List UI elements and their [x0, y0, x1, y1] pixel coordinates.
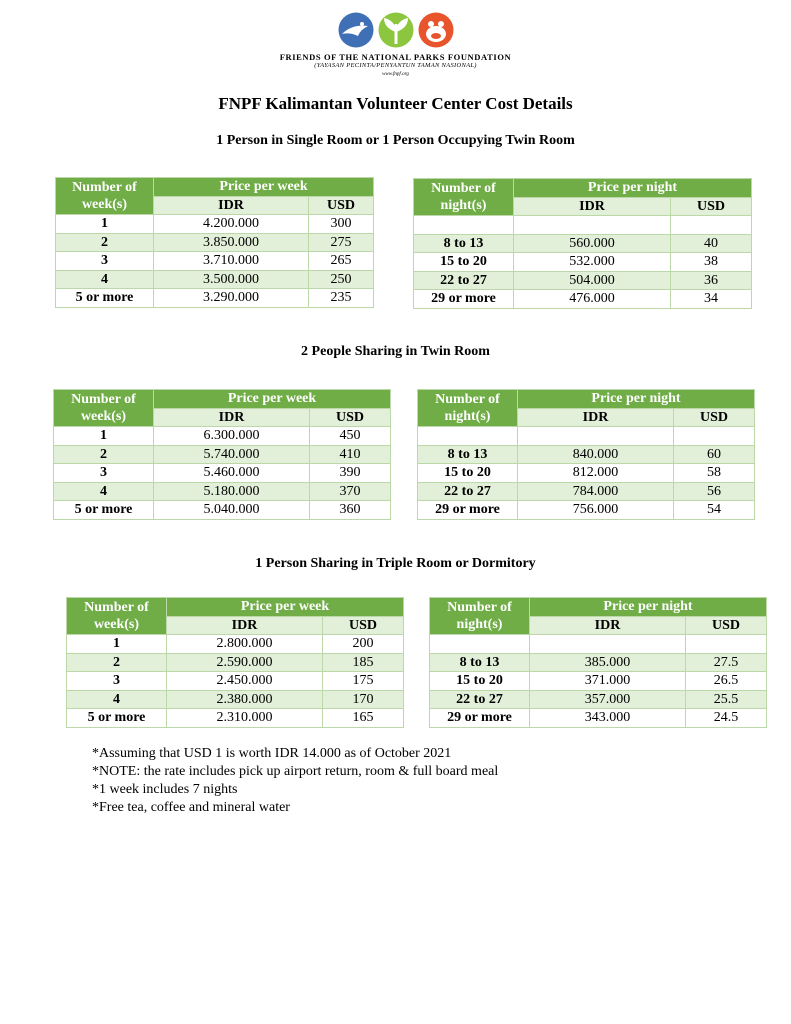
- footnote: *NOTE: the rate includes pick up airport return, room & full board meal: [92, 764, 499, 779]
- table-row: [56, 233, 374, 252]
- header-line: Number of: [72, 180, 137, 195]
- idr-cell: 2.450.000: [167, 672, 323, 691]
- row-label: 1: [56, 215, 154, 234]
- usd-cell: 170: [323, 690, 404, 709]
- idr-cell: [514, 216, 671, 235]
- usd-cell: 410: [310, 445, 391, 464]
- usd-cell: 250: [309, 270, 374, 289]
- row-label: 2: [56, 233, 154, 252]
- row-label: 15 to 20: [418, 464, 518, 483]
- logo-emblems-icon: [338, 10, 454, 50]
- nightly-price-table: [413, 178, 752, 309]
- table-row: [418, 501, 755, 520]
- table-row: [430, 653, 767, 672]
- usd-cell: 185: [323, 653, 404, 672]
- weekly-price-table: [53, 389, 391, 520]
- idr-cell: 476.000: [514, 290, 671, 309]
- row-label: 5 or more: [54, 501, 154, 520]
- table-row: [56, 289, 374, 308]
- usd-cell: 27.5: [686, 653, 767, 672]
- row-label: [418, 427, 518, 446]
- idr-cell: 2.310.000: [167, 709, 323, 728]
- header-line: night(s): [456, 617, 503, 632]
- table-row: [414, 253, 752, 272]
- idr-header: IDR: [518, 408, 674, 427]
- page-title: FNPF Kalimantan Volunteer Center Cost Details: [218, 94, 573, 113]
- idr-cell: 6.300.000: [154, 427, 310, 446]
- usd-cell: 60: [674, 445, 755, 464]
- idr-cell: 4.200.000: [154, 215, 309, 234]
- table-row: [56, 215, 374, 234]
- row-label: 15 to 20: [414, 253, 514, 272]
- table-row: [54, 427, 391, 446]
- table-row: [430, 709, 767, 728]
- group-header: Price per week: [167, 598, 404, 617]
- row-label: 4: [54, 482, 154, 501]
- table-row: [430, 635, 767, 654]
- table-row: [418, 427, 755, 446]
- usd-cell: 36: [671, 271, 752, 290]
- table-row: [67, 690, 404, 709]
- header-line: week(s): [80, 409, 127, 424]
- column-header-number: [54, 390, 154, 427]
- header-line: night(s): [444, 409, 491, 424]
- usd-cell: 300: [309, 215, 374, 234]
- table-row: [54, 445, 391, 464]
- idr-cell: 560.000: [514, 234, 671, 253]
- usd-cell: 200: [323, 635, 404, 654]
- usd-cell: 54: [674, 501, 755, 520]
- idr-cell: [518, 427, 674, 446]
- column-header-number: [67, 598, 167, 635]
- row-label: 29 or more: [430, 709, 530, 728]
- org-website: www.fnpf.org: [382, 72, 409, 77]
- group-header: Price per week: [154, 178, 374, 197]
- row-label: [430, 635, 530, 654]
- table-row: [414, 234, 752, 253]
- table-row: [414, 290, 752, 309]
- usd-cell: 25.5: [686, 690, 767, 709]
- usd-cell: 40: [671, 234, 752, 253]
- table-row: [54, 501, 391, 520]
- usd-cell: 370: [310, 482, 391, 501]
- header-line: Number of: [84, 600, 149, 615]
- footnote: *Free tea, coffee and mineral water: [92, 800, 290, 815]
- usd-header: USD: [310, 408, 391, 427]
- column-header-number: [56, 178, 154, 215]
- idr-cell: 504.000: [514, 271, 671, 290]
- column-header-number: [418, 390, 518, 427]
- table-row: [67, 709, 404, 728]
- group-header: Price per night: [530, 598, 767, 617]
- idr-cell: 5.040.000: [154, 501, 310, 520]
- idr-cell: 385.000: [530, 653, 686, 672]
- table-row: [67, 635, 404, 654]
- table-row: [56, 252, 374, 271]
- row-label: 22 to 27: [418, 482, 518, 501]
- idr-cell: 3.290.000: [154, 289, 309, 308]
- idr-cell: 5.180.000: [154, 482, 310, 501]
- nightly-price-table: [429, 597, 767, 728]
- table-row: [430, 672, 767, 691]
- idr-cell: 357.000: [530, 690, 686, 709]
- idr-cell: 3.500.000: [154, 270, 309, 289]
- header-line: Number of: [71, 392, 136, 407]
- idr-header: IDR: [154, 408, 310, 427]
- table-row: [67, 672, 404, 691]
- usd-header: USD: [671, 197, 752, 216]
- usd-header: USD: [674, 408, 755, 427]
- idr-cell: 2.800.000: [167, 635, 323, 654]
- idr-header: IDR: [154, 196, 309, 215]
- usd-cell: 390: [310, 464, 391, 483]
- usd-cell: 34: [671, 290, 752, 309]
- header-line: Number of: [431, 181, 496, 196]
- row-label: 8 to 13: [414, 234, 514, 253]
- row-label: [414, 216, 514, 235]
- table-row: [67, 653, 404, 672]
- idr-cell: 3.850.000: [154, 233, 309, 252]
- row-label: 29 or more: [414, 290, 514, 309]
- row-label: 3: [56, 252, 154, 271]
- usd-cell: 58: [674, 464, 755, 483]
- idr-cell: 343.000: [530, 709, 686, 728]
- footnotes: [92, 745, 498, 817]
- usd-header: USD: [686, 616, 767, 635]
- usd-cell: 165: [323, 709, 404, 728]
- row-label: 4: [56, 270, 154, 289]
- row-label: 3: [67, 672, 167, 691]
- idr-cell: 756.000: [518, 501, 674, 520]
- row-label: 1: [54, 427, 154, 446]
- usd-cell: 38: [671, 253, 752, 272]
- group-header: Price per night: [514, 179, 752, 198]
- header-line: week(s): [81, 197, 128, 212]
- row-label: 1: [67, 635, 167, 654]
- usd-cell: 56: [674, 482, 755, 501]
- column-header-number: [430, 598, 530, 635]
- row-label: 2: [67, 653, 167, 672]
- table-row: [54, 482, 391, 501]
- group-header: Price per night: [518, 390, 755, 409]
- table-row: [418, 464, 755, 483]
- usd-cell: 450: [310, 427, 391, 446]
- usd-cell: 235: [309, 289, 374, 308]
- usd-cell: 175: [323, 672, 404, 691]
- idr-cell: 840.000: [518, 445, 674, 464]
- table-row: [430, 690, 767, 709]
- idr-cell: 784.000: [518, 482, 674, 501]
- idr-cell: 3.710.000: [154, 252, 309, 271]
- table-row: [54, 464, 391, 483]
- usd-cell: 360: [310, 501, 391, 520]
- org-subname: (YAYASAN PECINTA/PENYANTUN TAMAN NASIONAL): [314, 62, 477, 69]
- usd-cell: 265: [309, 252, 374, 271]
- row-label: 22 to 27: [414, 271, 514, 290]
- usd-cell: [674, 427, 755, 446]
- usd-cell: 275: [309, 233, 374, 252]
- header-line: week(s): [93, 617, 140, 632]
- row-label: 5 or more: [67, 709, 167, 728]
- idr-header: IDR: [530, 616, 686, 635]
- group-header: Price per week: [154, 390, 391, 409]
- idr-cell: 371.000: [530, 672, 686, 691]
- column-header-number: [414, 179, 514, 216]
- usd-header: USD: [323, 616, 404, 635]
- header-line: Number of: [435, 392, 500, 407]
- table-row: [56, 270, 374, 289]
- row-label: 8 to 13: [418, 445, 518, 464]
- idr-cell: 532.000: [514, 253, 671, 272]
- row-label: 15 to 20: [430, 672, 530, 691]
- usd-cell: 24.5: [686, 709, 767, 728]
- footnote: *Assuming that USD 1 is worth IDR 14.000 as of October 2021: [92, 746, 452, 761]
- idr-cell: 5.460.000: [154, 464, 310, 483]
- footnote: *1 week includes 7 nights: [92, 782, 238, 797]
- row-label: 29 or more: [418, 501, 518, 520]
- row-label: 5 or more: [56, 289, 154, 308]
- usd-cell: [686, 635, 767, 654]
- usd-cell: 26.5: [686, 672, 767, 691]
- idr-cell: 2.590.000: [167, 653, 323, 672]
- idr-header: IDR: [167, 616, 323, 635]
- table-row: [414, 271, 752, 290]
- header-line: night(s): [440, 198, 487, 213]
- weekly-price-table: [55, 177, 374, 308]
- weekly-price-table: [66, 597, 404, 728]
- section-title: 1 Person in Single Room or 1 Person Occupying Twin Room: [216, 133, 575, 148]
- row-label: 22 to 27: [430, 690, 530, 709]
- table-row: [418, 445, 755, 464]
- idr-cell: 812.000: [518, 464, 674, 483]
- idr-cell: 2.380.000: [167, 690, 323, 709]
- row-label: 3: [54, 464, 154, 483]
- row-label: 8 to 13: [430, 653, 530, 672]
- row-label: 4: [67, 690, 167, 709]
- nightly-price-table: [417, 389, 755, 520]
- section-title: 2 People Sharing in Twin Room: [301, 344, 490, 359]
- org-name: FRIENDS OF THE NATIONAL PARKS FOUNDATION: [279, 52, 512, 62]
- usd-header: USD: [309, 196, 374, 215]
- table-row: [414, 216, 752, 235]
- fnpf-logo: [0, 10, 791, 55]
- table-row: [418, 482, 755, 501]
- idr-header: IDR: [514, 197, 671, 216]
- row-label: 2: [54, 445, 154, 464]
- idr-cell: [530, 635, 686, 654]
- usd-cell: [671, 216, 752, 235]
- idr-cell: 5.740.000: [154, 445, 310, 464]
- header-line: Number of: [447, 600, 512, 615]
- section-title: 1 Person Sharing in Triple Room or Dormitory: [255, 556, 536, 571]
